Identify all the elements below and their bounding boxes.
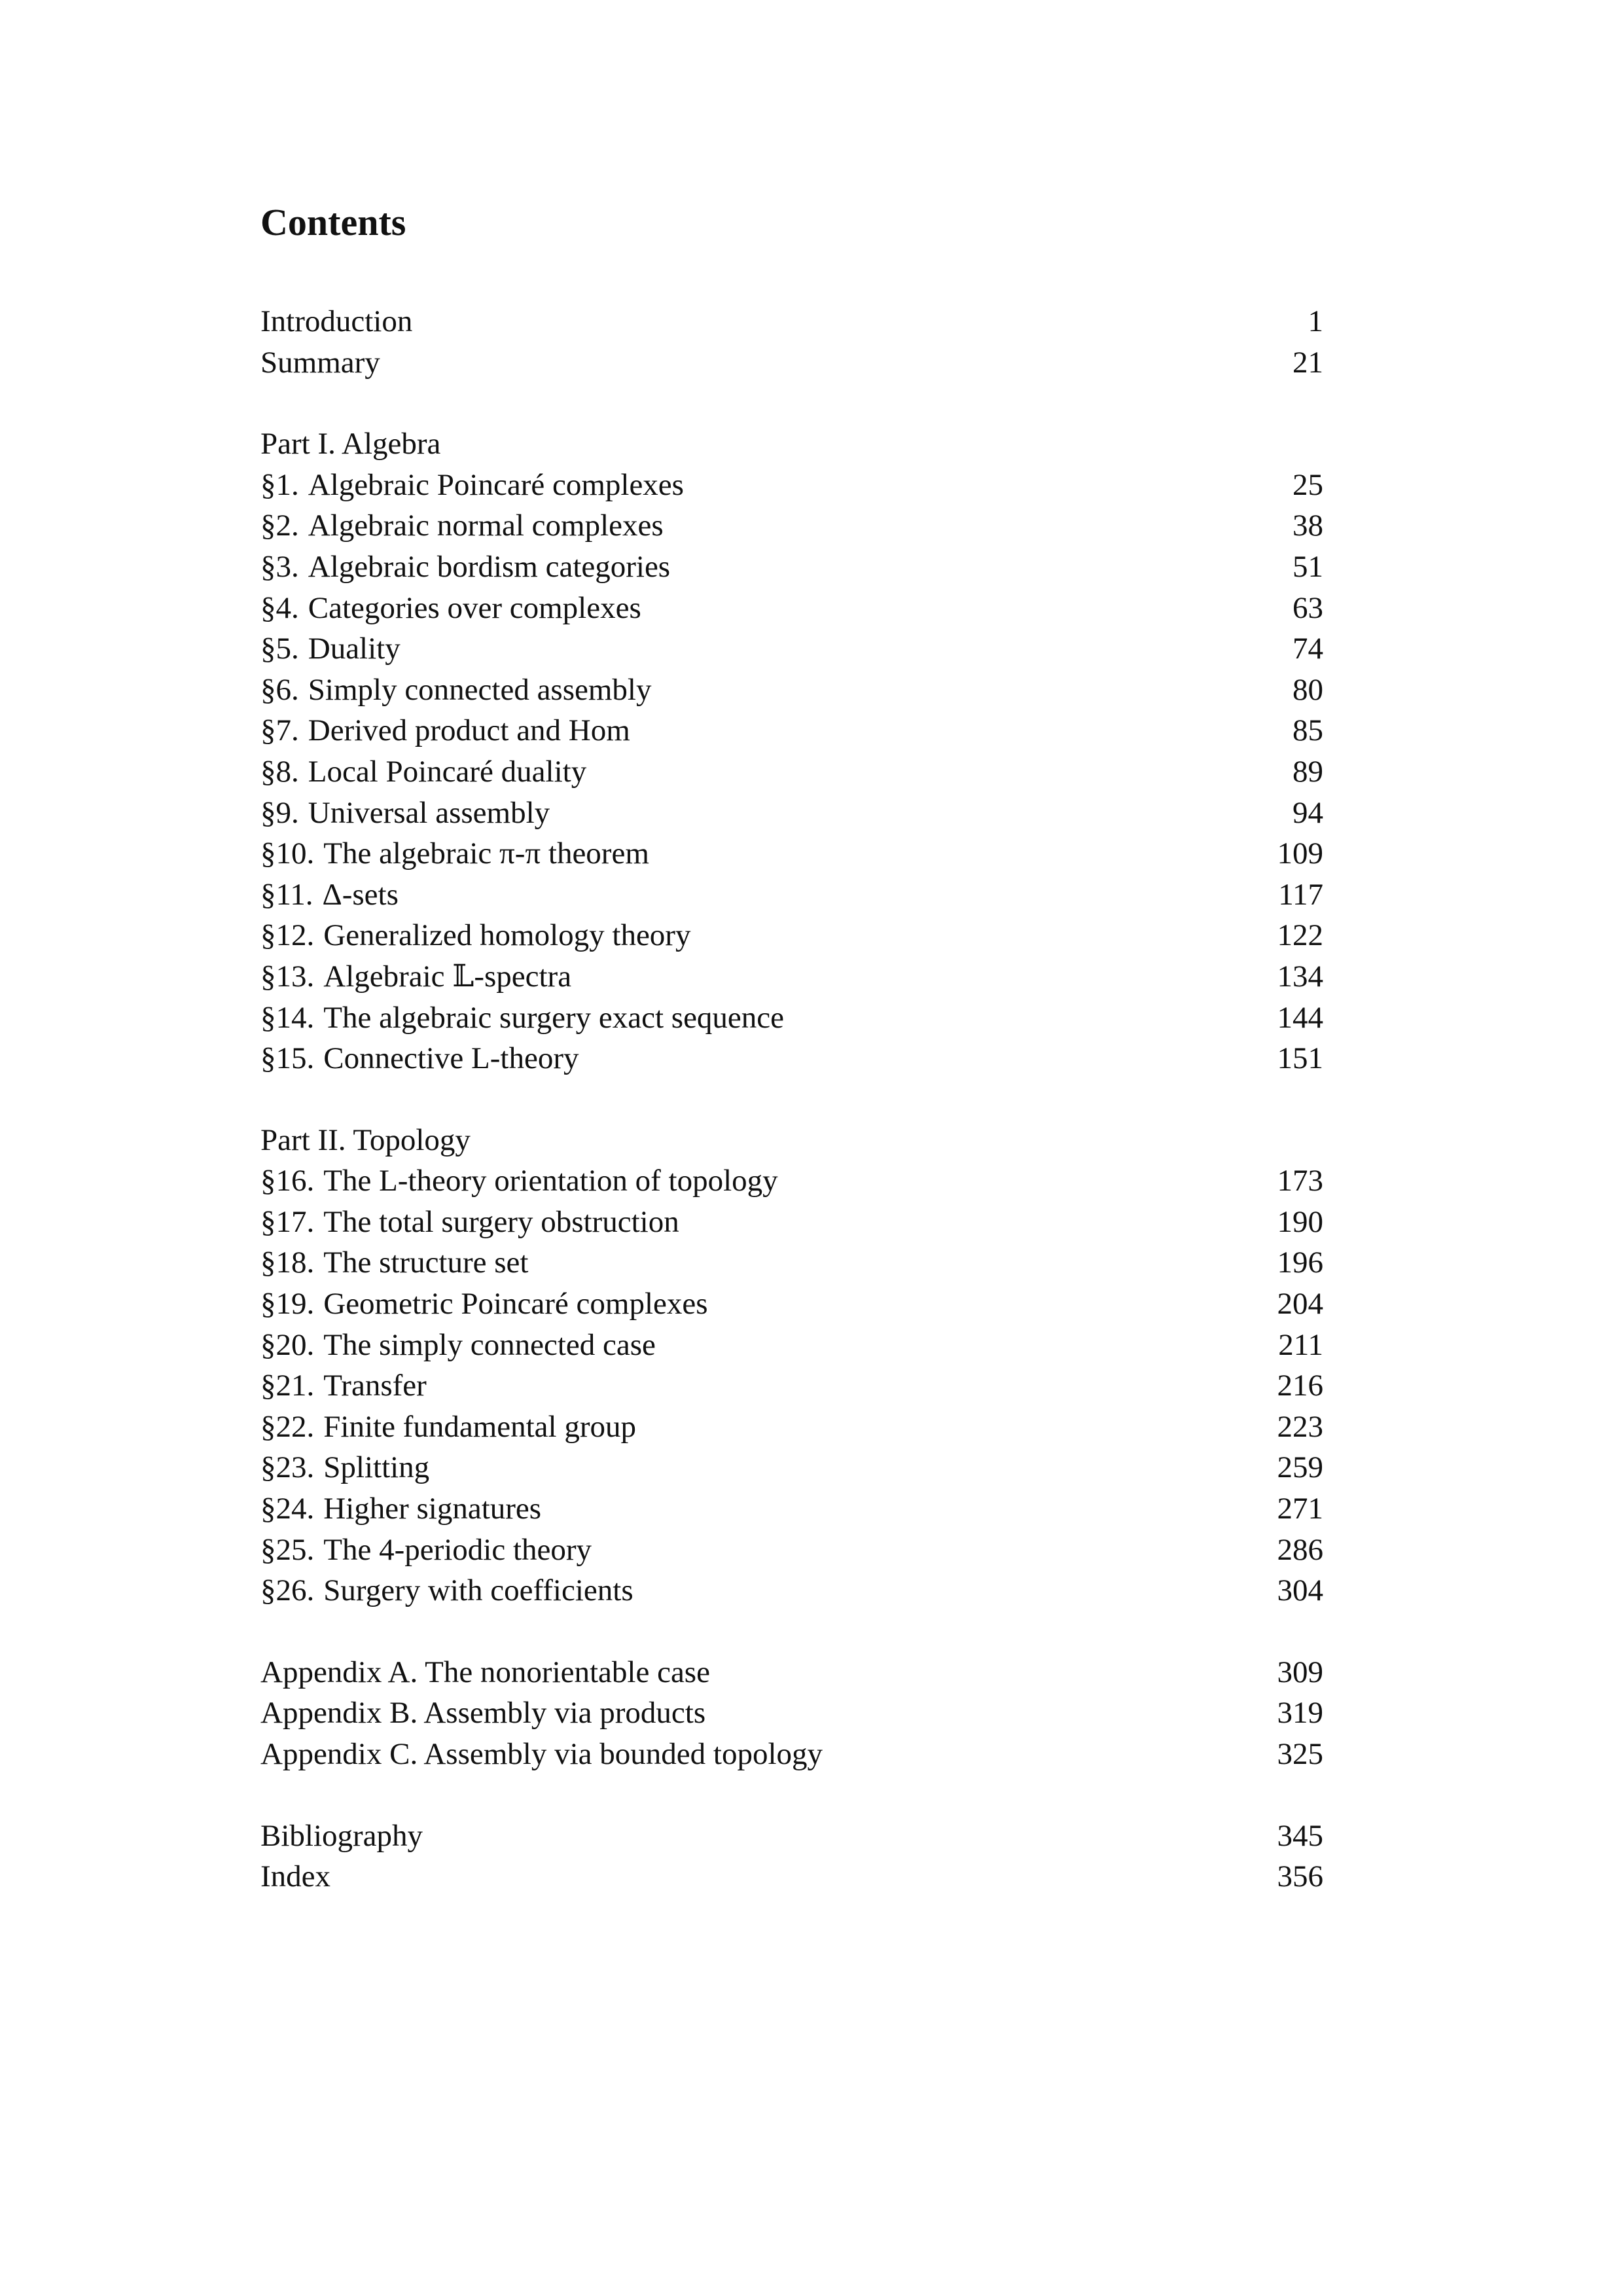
- toc-entry-label: Connective L-theory: [323, 1041, 579, 1076]
- toc-entry[interactable]: [260, 833, 1323, 874]
- toc-entry-page: 173: [1277, 1164, 1323, 1198]
- toc-entry-label: Duality: [308, 632, 401, 666]
- toc-entry-label: Surgery with coefficients: [323, 1573, 633, 1608]
- toc-entry-label: Universal assembly: [308, 795, 550, 830]
- toc-entry-number: §13.: [260, 959, 315, 994]
- toc-entry-number: §2.: [260, 509, 299, 543]
- toc-entry-page: 89: [1293, 754, 1323, 789]
- front-matter: [260, 301, 1323, 383]
- toc-entry-number: §24.: [260, 1492, 315, 1526]
- page-title: Contents: [260, 201, 406, 243]
- toc-entry-number: §26.: [260, 1573, 315, 1608]
- toc-entry-page: 134: [1277, 959, 1323, 994]
- toc-entry-label: Algebraic Poincaré complexes: [308, 467, 684, 502]
- toc-entry[interactable]: [260, 1488, 1323, 1530]
- toc-entry-label: Appendix C. Assembly via bounded topology: [260, 1737, 823, 1771]
- toc-entry-introduction[interactable]: [260, 301, 1323, 342]
- toc-entry-page: 38: [1293, 509, 1323, 543]
- appendices-section: [260, 1652, 1323, 1775]
- part-1-section: [260, 423, 1323, 1079]
- toc-entry-number: §14.: [260, 1000, 315, 1035]
- toc-entry-label: Algebraic 𝕃-spectra: [323, 959, 572, 994]
- toc-entry-page: 1: [1308, 304, 1323, 338]
- toc-entry[interactable]: [260, 1407, 1323, 1448]
- toc-entry[interactable]: [260, 710, 1323, 751]
- toc-entry-label: Summary: [260, 345, 380, 380]
- toc-entry-label: The L-theory orientation of topology: [323, 1164, 778, 1198]
- toc-entry[interactable]: [260, 1570, 1323, 1611]
- toc-entry-page: 122: [1277, 918, 1323, 953]
- toc-entry-label: Transfer: [323, 1369, 427, 1403]
- toc-entry-number: §15.: [260, 1041, 315, 1076]
- toc-entry-label: Algebraic normal complexes: [308, 509, 664, 543]
- toc-entry-number: §10.: [260, 836, 315, 871]
- toc-entry[interactable]: [260, 1038, 1323, 1079]
- toc-entry[interactable]: [260, 1530, 1323, 1571]
- toc-entry-label: Simply connected assembly: [308, 672, 652, 707]
- toc-entry-number: §19.: [260, 1287, 315, 1321]
- toc-entry-label: Introduction: [260, 304, 413, 338]
- part-2-heading: Part II. Topology: [260, 1122, 471, 1157]
- toc-entry-page: 259: [1277, 1450, 1323, 1485]
- toc-entry-number: §20.: [260, 1327, 315, 1362]
- toc-entry-label: Geometric Poincaré complexes: [323, 1287, 708, 1321]
- toc-entry-label: The 4-periodic theory: [323, 1532, 592, 1567]
- toc-entry[interactable]: [260, 505, 1323, 547]
- toc-entry-label: Finite fundamental group: [323, 1409, 636, 1444]
- toc-entry-number: §23.: [260, 1450, 315, 1485]
- toc-entry-number: §12.: [260, 918, 315, 953]
- toc-entry-label: Appendix B. Assembly via products: [260, 1696, 706, 1731]
- toc-entry[interactable]: [260, 1160, 1323, 1202]
- toc-entry-number: §9.: [260, 795, 299, 830]
- toc-entry-appendix-c[interactable]: [260, 1734, 1323, 1775]
- toc-entry-number: §1.: [260, 467, 299, 502]
- toc-entry-number: §25.: [260, 1532, 315, 1567]
- toc-entry-number: §8.: [260, 754, 299, 789]
- toc-entry-label: The structure set: [323, 1246, 529, 1280]
- toc-entry-appendix-b[interactable]: [260, 1693, 1323, 1734]
- toc-entry-label: Δ-sets: [322, 877, 399, 912]
- contents-page: [260, 196, 1323, 1938]
- toc-entry-page: 309: [1277, 1655, 1323, 1689]
- toc-entry-page: 51: [1293, 549, 1323, 584]
- toc-entry-page: 223: [1277, 1409, 1323, 1444]
- toc-entry-page: 286: [1277, 1532, 1323, 1567]
- toc-entry-number: §18.: [260, 1246, 315, 1280]
- back-matter: [260, 1816, 1323, 1897]
- toc-entry-number: §7.: [260, 713, 299, 748]
- toc-entry-page: 211: [1278, 1327, 1323, 1362]
- toc-entry[interactable]: [260, 1202, 1323, 1243]
- toc-entry[interactable]: [260, 915, 1323, 956]
- toc-entry-label: Higher signatures: [323, 1492, 542, 1526]
- toc-entry-number: §16.: [260, 1164, 315, 1198]
- toc-entry-label: Derived product and Hom: [308, 713, 630, 748]
- part-2-section: [260, 1120, 1323, 1611]
- toc-entry-page: 196: [1277, 1246, 1323, 1280]
- toc-entry-label: The simply connected case: [323, 1327, 656, 1362]
- toc-entry[interactable]: [260, 547, 1323, 588]
- toc-entry[interactable]: [260, 588, 1323, 629]
- toc-entry-page: 345: [1277, 1818, 1323, 1853]
- toc-entry-page: 94: [1293, 795, 1323, 830]
- toc-entry-page: 85: [1293, 713, 1323, 748]
- toc-entry-page: 190: [1277, 1204, 1323, 1239]
- toc-entry-label: The algebraic surgery exact sequence: [323, 1000, 785, 1035]
- toc-entry-page: 325: [1277, 1737, 1323, 1771]
- toc-entry-page: 63: [1293, 590, 1323, 625]
- toc-entry-number: §4.: [260, 590, 299, 625]
- toc-entry-page: 117: [1278, 877, 1323, 912]
- toc-entry-page: 109: [1277, 836, 1323, 871]
- toc-entry[interactable]: [260, 1242, 1323, 1283]
- toc-entry-number: §6.: [260, 672, 299, 707]
- toc-entry-page: 304: [1277, 1573, 1323, 1608]
- toc-entry[interactable]: [260, 751, 1323, 793]
- toc-entry-page: 21: [1293, 345, 1323, 380]
- toc-entry-number: §5.: [260, 632, 299, 666]
- toc-entry[interactable]: [260, 628, 1323, 670]
- toc-entry-label: Generalized homology theory: [323, 918, 691, 953]
- toc-entry-page: 216: [1277, 1369, 1323, 1403]
- toc-entry-label: Bibliography: [260, 1818, 423, 1853]
- toc-entry[interactable]: [260, 793, 1323, 834]
- toc-entry-label: Index: [260, 1859, 331, 1894]
- toc-entry-number: §22.: [260, 1409, 315, 1444]
- toc-entry-page: 271: [1277, 1492, 1323, 1526]
- toc-entry[interactable]: [260, 670, 1323, 711]
- toc-entry-page: 80: [1293, 672, 1323, 707]
- toc-entry[interactable]: [260, 1325, 1323, 1366]
- toc-entry-label: Categories over complexes: [308, 590, 641, 625]
- toc-entry-page: 151: [1277, 1041, 1323, 1076]
- toc-entry-label: Appendix A. The nonorientable case: [260, 1655, 710, 1689]
- toc-entry-index[interactable]: [260, 1856, 1323, 1897]
- toc-entry-bibliography[interactable]: [260, 1816, 1323, 1857]
- toc-entry-page: 204: [1277, 1287, 1323, 1321]
- toc-entry[interactable]: [260, 1447, 1323, 1488]
- toc-entry-number: §17.: [260, 1204, 315, 1239]
- toc-entry-page: 25: [1293, 467, 1323, 502]
- toc-entry-number: §3.: [260, 549, 299, 584]
- toc-entry[interactable]: [260, 997, 1323, 1039]
- toc-entry-label: Splitting: [323, 1450, 430, 1485]
- toc-entry-number: §11.: [260, 877, 313, 912]
- toc-entry-page: 356: [1277, 1859, 1323, 1894]
- toc-entry-label: The algebraic π-π theorem: [323, 836, 649, 871]
- toc-entry-label: Algebraic bordism categories: [308, 549, 671, 584]
- toc-entry[interactable]: [260, 1283, 1323, 1325]
- toc-entry-label: Local Poincaré duality: [308, 754, 587, 789]
- toc-entry-summary[interactable]: [260, 342, 1323, 384]
- toc-entry-page: 74: [1293, 632, 1323, 666]
- part-1-heading: Part I. Algebra: [260, 427, 441, 461]
- toc-entry-page: 144: [1277, 1000, 1323, 1035]
- toc-entry-appendix-a[interactable]: [260, 1652, 1323, 1693]
- toc-entry-label: The total surgery obstruction: [323, 1204, 679, 1239]
- toc-entry[interactable]: [260, 465, 1323, 506]
- toc-entry[interactable]: [260, 1365, 1323, 1407]
- toc-entry-number: §21.: [260, 1369, 315, 1403]
- toc-entry-page: 319: [1277, 1696, 1323, 1731]
- toc-entry[interactable]: [260, 956, 1323, 997]
- toc-entry[interactable]: [260, 874, 1323, 916]
